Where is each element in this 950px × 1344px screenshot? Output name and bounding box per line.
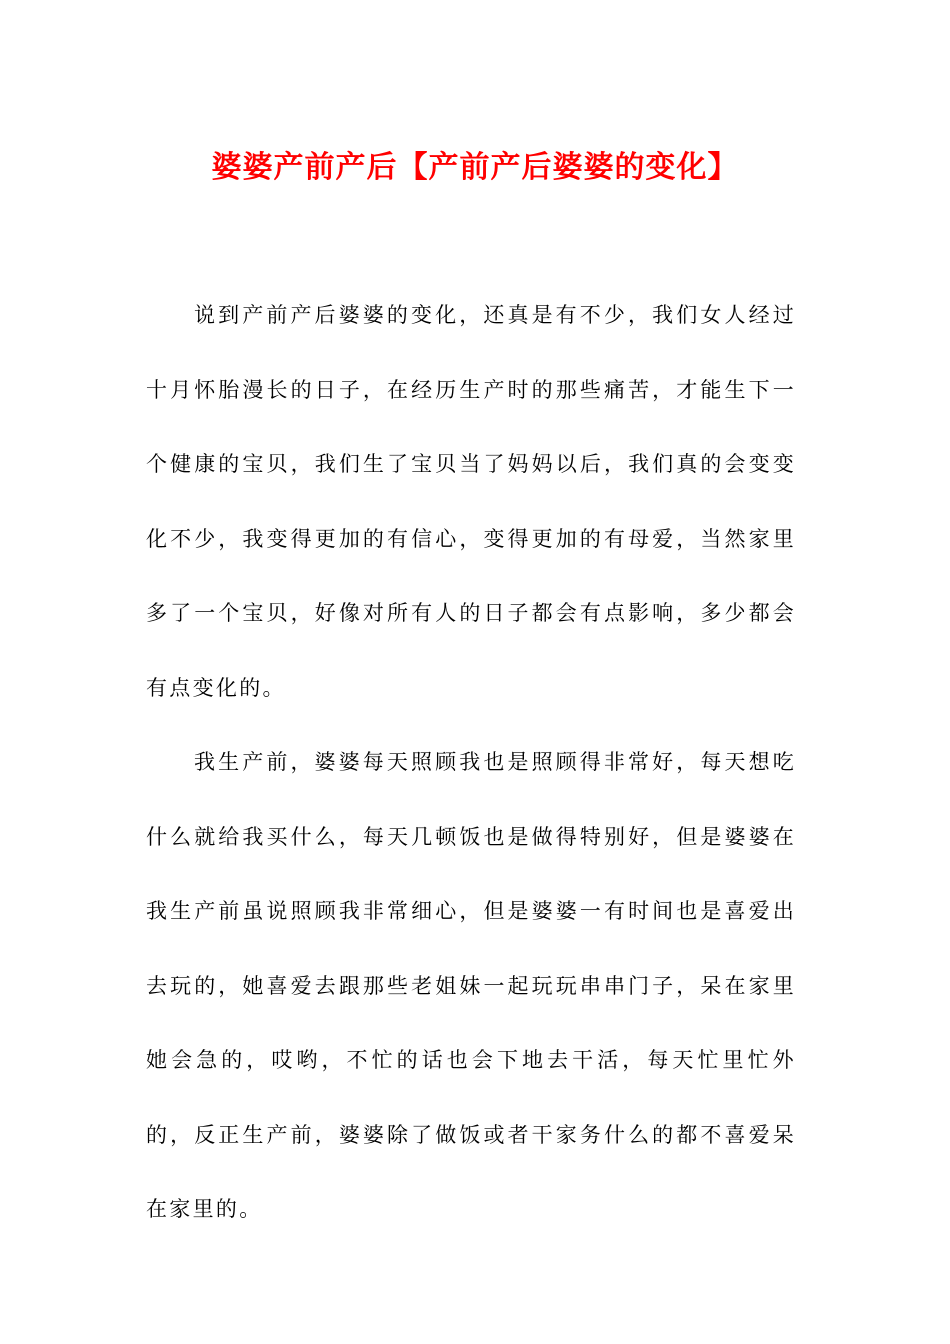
document-title: 婆婆产前产后【产前产后婆婆的变化】 [211,150,739,185]
paragraph-2: 我生产前，婆婆每天照顾我也是照顾得非常好，每天想吃什么就给我买什么，每天几顿饭也是做得特别好，但是婆婆在我生产前虽说照顾我非常细心，但是婆婆一有时间也是喜爱出去玩的，她喜爱去跟那些老姐妹一起玩玩串串门子，呆在家里她会急的，哎哟，不忙的话也会下地去干活，每天忙里忙外的，反正生产前，婆婆除了做饭或者干家务什么的都不喜爱呆在家里的。 [146,750,796,1221]
document-body [146,278,796,1247]
paragraph-1: 说到产前产后婆婆的变化，还真是有不少，我们女人经过十月怀胎漫长的日子，在经历生产时的那些痛苦，才能生下一个健康的宝贝，我们生了宝贝当了妈妈以后，我们真的会变变化不少，我变得更加的有信心，变得更加的有母爱，当然家里多了一个宝贝，好像对所有人的日子都会有点影响，多少都会有点变化的。 [146,303,796,700]
